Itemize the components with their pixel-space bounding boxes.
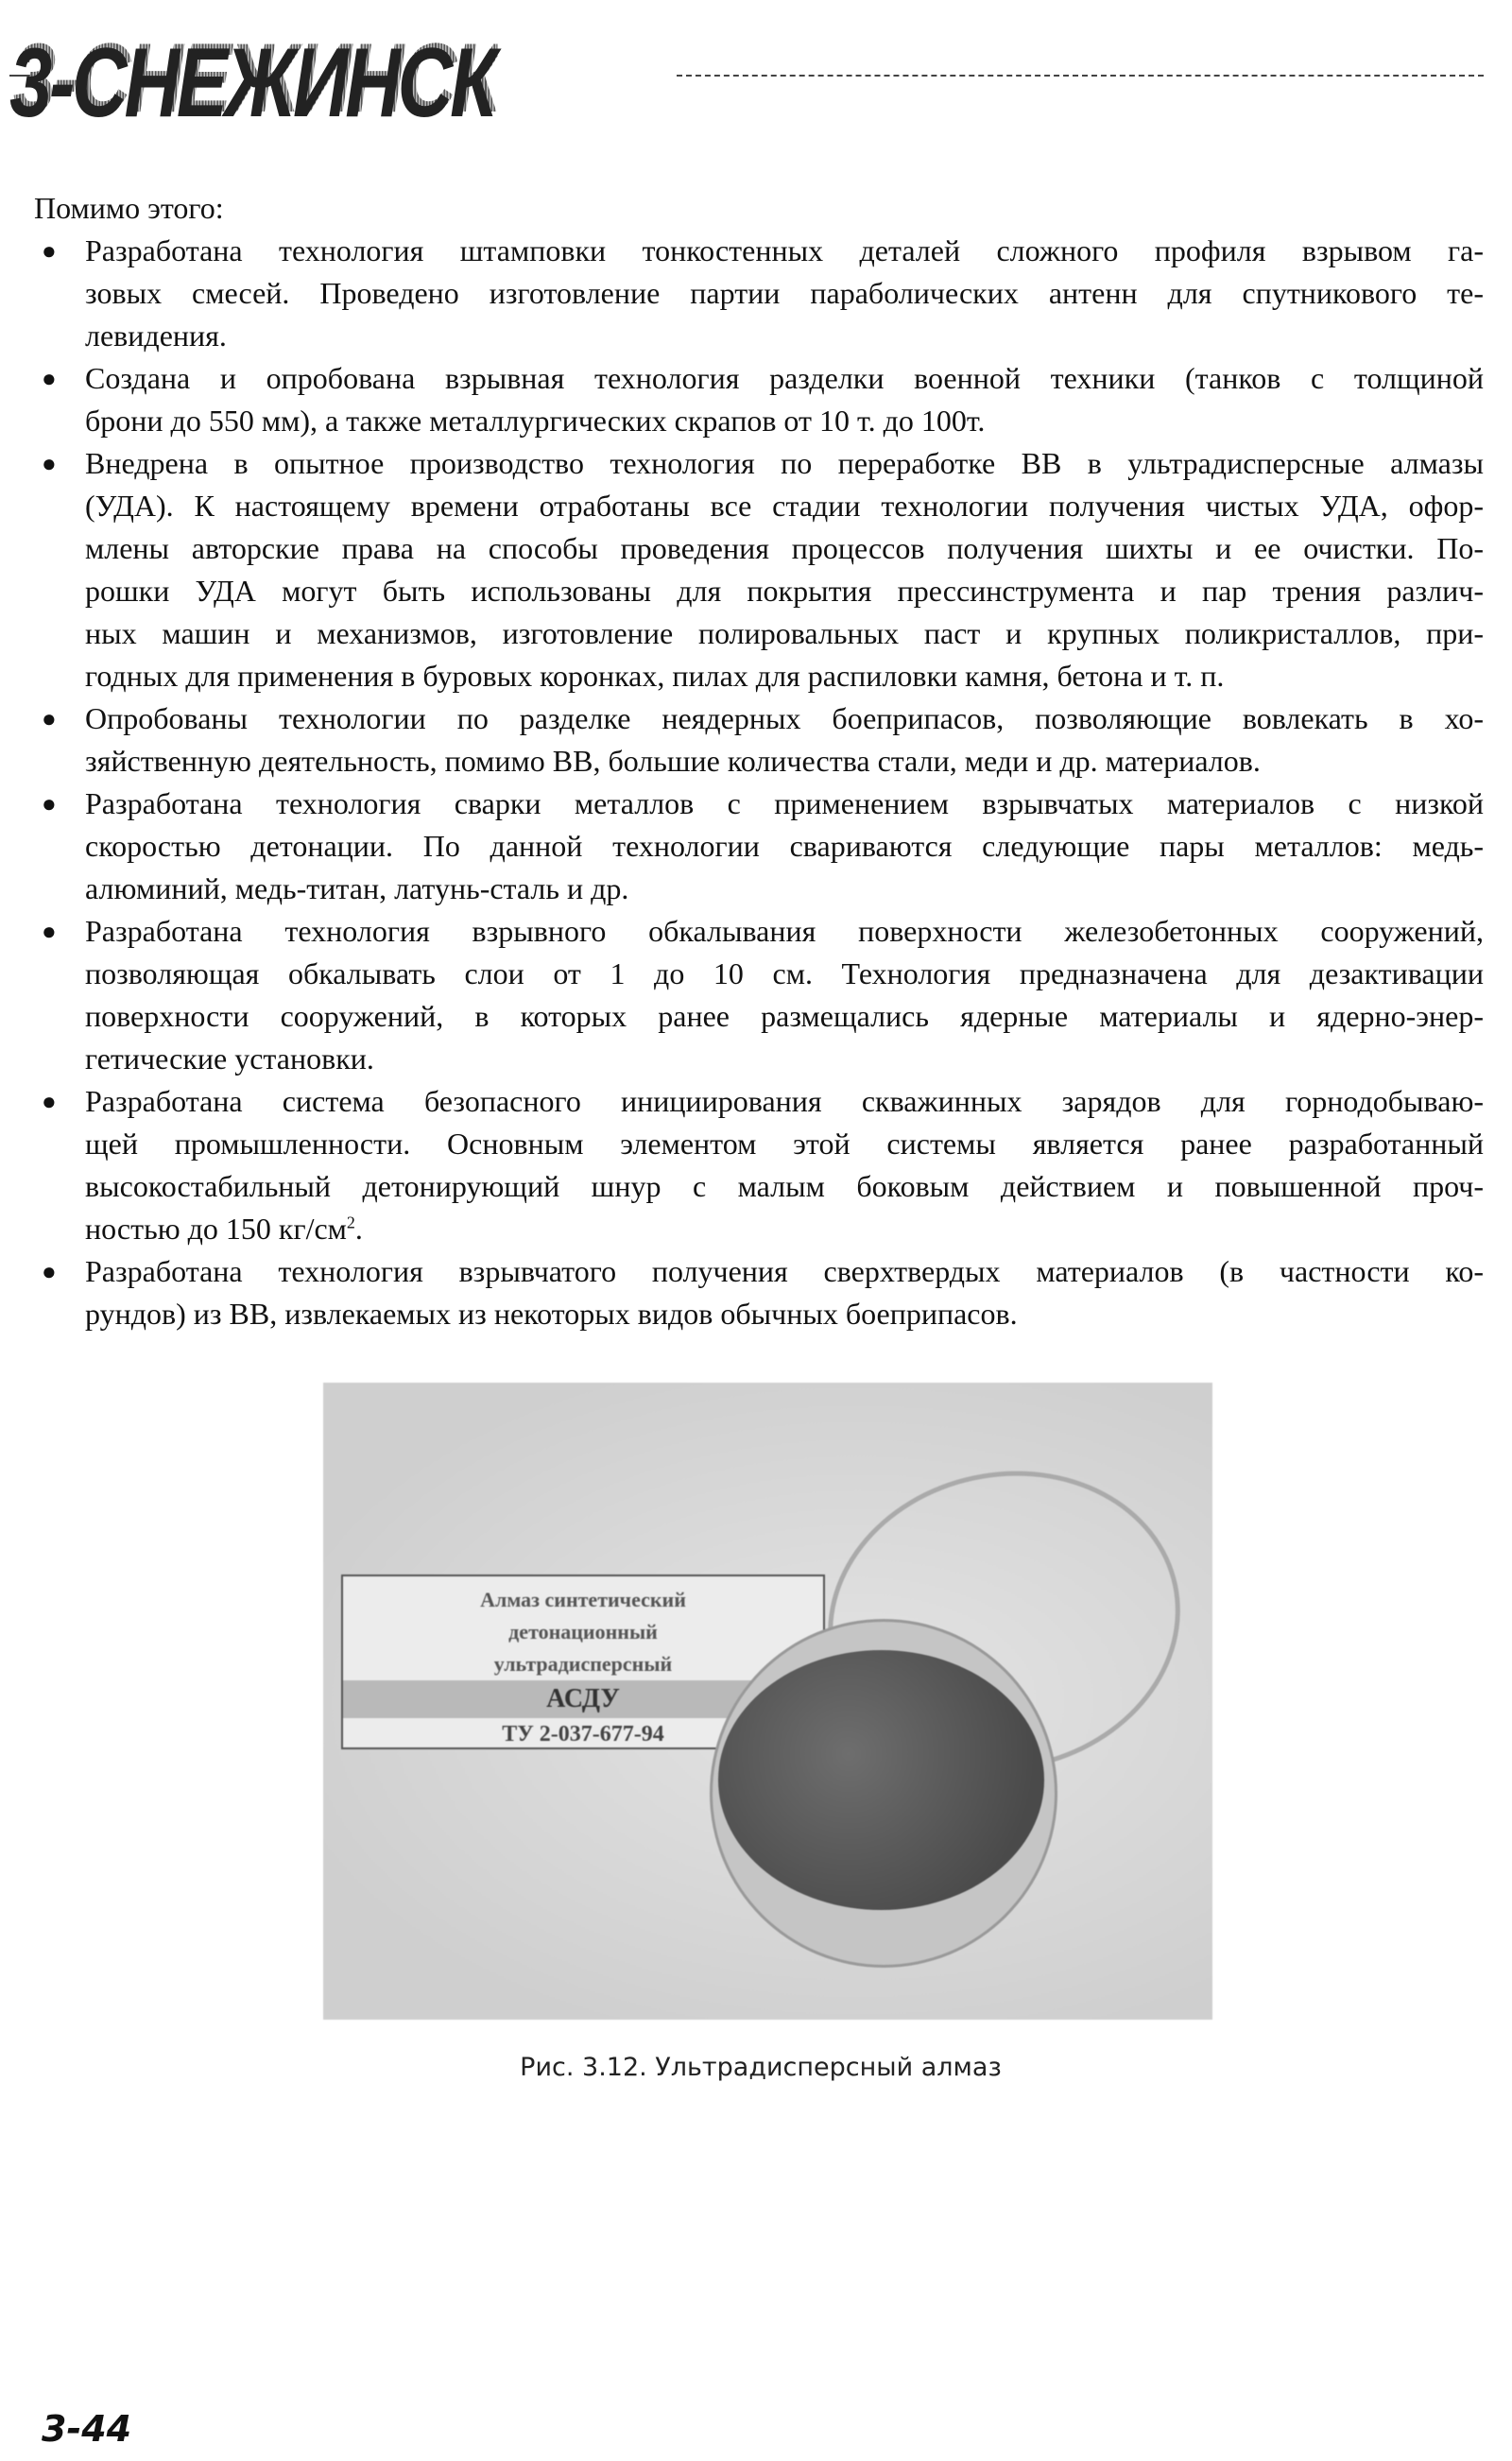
bullet-icon: ● bbox=[42, 450, 57, 477]
text-line-content: Создана и опробована взрывная технология разделки военной техники (танков с толщиной bbox=[85, 361, 1484, 395]
text-line bbox=[85, 1080, 1484, 1123]
text-line bbox=[85, 868, 1484, 910]
text-line-content: Опробованы технологии по разделке неядерных боеприпасов, позволяющие вовлекать в хо- bbox=[85, 701, 1484, 735]
label-tu: ТУ 2-037-677-94 bbox=[502, 1722, 664, 1747]
bullet-icon: ● bbox=[42, 790, 57, 817]
bullet-icon: ● bbox=[42, 705, 57, 732]
text-line-content: поверхности сооружений, в которых ранее размещались ядерные материалы и ядерно-энер- bbox=[85, 999, 1484, 1033]
label-line: ультрадисперсный bbox=[493, 1652, 673, 1676]
text-line bbox=[85, 1250, 1484, 1293]
diamond-powder bbox=[718, 1650, 1044, 1910]
list-item bbox=[34, 357, 1484, 442]
text-line-content: (УДА). К настоящему времени отработаны все стадии технологии получения чистых УДА, офор- bbox=[85, 489, 1484, 523]
label-brand: АСДУ bbox=[343, 1680, 823, 1718]
text-line-content: годных для применения в буровых коронках, пилах для распиловки камня, бетона и т. п. bbox=[85, 659, 1225, 693]
text-line-content: щей промышленности. Основным элементом этой системы является ранее разработанный bbox=[85, 1127, 1484, 1161]
header-rule bbox=[677, 75, 1484, 77]
label-line: Алмаз синтетический bbox=[480, 1588, 686, 1611]
superscript: 2 bbox=[346, 1213, 355, 1232]
text-line-content: млены авторские права на способы проведения процессов получения шихты и ее очистки. По- bbox=[85, 531, 1484, 565]
text-line-content: рошки УДА могут быть использованы для покрытия прессинструмента и пар трения различ- bbox=[85, 574, 1484, 608]
page-number: 3-44 bbox=[42, 2408, 132, 2450]
text-line bbox=[85, 697, 1484, 740]
text-line bbox=[85, 400, 1484, 442]
text-line-content: ностью до 150 кг/см bbox=[85, 1212, 347, 1246]
text-line bbox=[85, 1293, 1484, 1335]
list-item bbox=[34, 1250, 1484, 1335]
text-line bbox=[85, 612, 1484, 655]
text-line bbox=[85, 995, 1484, 1038]
text-line bbox=[85, 783, 1484, 825]
text-line-content: Разработана технология сварки металлов с применением взрывчатых материалов с низкой bbox=[85, 786, 1484, 820]
text-line-content: Разработана технология взрывчатого получения сверхтвердых материалов (в частности ко- bbox=[85, 1254, 1484, 1288]
list-item bbox=[34, 230, 1484, 357]
text-line-content: рундов) из ВВ, извлекаемых из некоторых видов обычных боеприпасов. bbox=[85, 1297, 1018, 1331]
text-line bbox=[85, 655, 1484, 697]
text-line bbox=[85, 1038, 1484, 1080]
text-line bbox=[85, 1208, 1484, 1250]
text-line bbox=[85, 357, 1484, 400]
text-line bbox=[85, 825, 1484, 868]
bullet-icon: ● bbox=[42, 1088, 57, 1115]
text-line-content: Разработана технология штамповки тонкостенных деталей сложного профиля взрывом га- bbox=[85, 233, 1484, 267]
text-line-content: алюминий, медь-титан, латунь-сталь и др. bbox=[85, 871, 629, 905]
text-line bbox=[85, 230, 1484, 272]
list-item bbox=[34, 910, 1484, 1080]
text-line-content: зяйственную деятельность, помимо ВВ, большие количества стали, меди и др. материалов. bbox=[85, 744, 1261, 778]
label-line: детонационный bbox=[508, 1620, 658, 1644]
text-line bbox=[85, 740, 1484, 783]
bullet-list bbox=[34, 230, 1484, 1335]
text-line bbox=[85, 527, 1484, 570]
text-line-content: гетические установки. bbox=[85, 1041, 374, 1076]
figure-caption: Рис. 3.12. Ультрадисперсный алмаз bbox=[520, 2053, 1002, 2082]
intro-text: Помимо этого: bbox=[34, 191, 224, 225]
bullet-icon: ● bbox=[42, 918, 57, 945]
list-item bbox=[34, 783, 1484, 910]
bullet-icon: ● bbox=[42, 365, 57, 392]
text-line bbox=[85, 272, 1484, 315]
text-line-content: левидения. bbox=[85, 318, 227, 353]
text-line-content: Разработана система безопасного инициирования скважинных зарядов для горнодобываю- bbox=[85, 1084, 1484, 1118]
header-logo: 3-СНЕЖИНСК bbox=[13, 24, 498, 133]
figure-photo bbox=[323, 1383, 1212, 2020]
text-line bbox=[85, 1123, 1484, 1165]
bullet-icon: ● bbox=[42, 1258, 57, 1285]
text-line-content: скоростью детонации. По данной технологии свариваются следующие пары металлов: медь- bbox=[85, 829, 1484, 863]
text-line-content: Разработана технология взрывного обкалывания поверхности железобетонных сооружений, bbox=[85, 914, 1484, 948]
text-line bbox=[85, 1165, 1484, 1208]
text-line bbox=[85, 570, 1484, 612]
text-line bbox=[85, 315, 1484, 357]
list-item bbox=[34, 1080, 1484, 1250]
text-line-content: Внедрена в опытное производство технология по переработке ВВ в ультрадисперсные алмазы bbox=[85, 446, 1484, 480]
text-line bbox=[85, 485, 1484, 527]
petri-dish bbox=[710, 1619, 1057, 1968]
text-line bbox=[85, 442, 1484, 485]
list-item bbox=[34, 442, 1484, 697]
text-line-content: высокостабильный детонирующий шнур с малым боковым действием и повышенной проч- bbox=[85, 1169, 1484, 1203]
text-line-content: ных машин и механизмов, изготовление полировальных паст и крупных поликристаллов, при- bbox=[85, 616, 1484, 650]
bullet-icon: ● bbox=[42, 237, 57, 265]
text-tail: . bbox=[354, 1212, 363, 1246]
text-line-content: зовых смесей. Проведено изготовление партии параболических антенн для спутникового те- bbox=[85, 276, 1484, 310]
text-line bbox=[85, 910, 1484, 953]
list-item bbox=[34, 697, 1484, 783]
text-line bbox=[85, 953, 1484, 995]
text-line-content: брони до 550 мм), а также металлургических скрапов от 10 т. до 100т. bbox=[85, 404, 986, 438]
text-line-content: позволяющая обкалывать слои от 1 до 10 см. Технология предназначена для дезактивации bbox=[85, 956, 1484, 990]
